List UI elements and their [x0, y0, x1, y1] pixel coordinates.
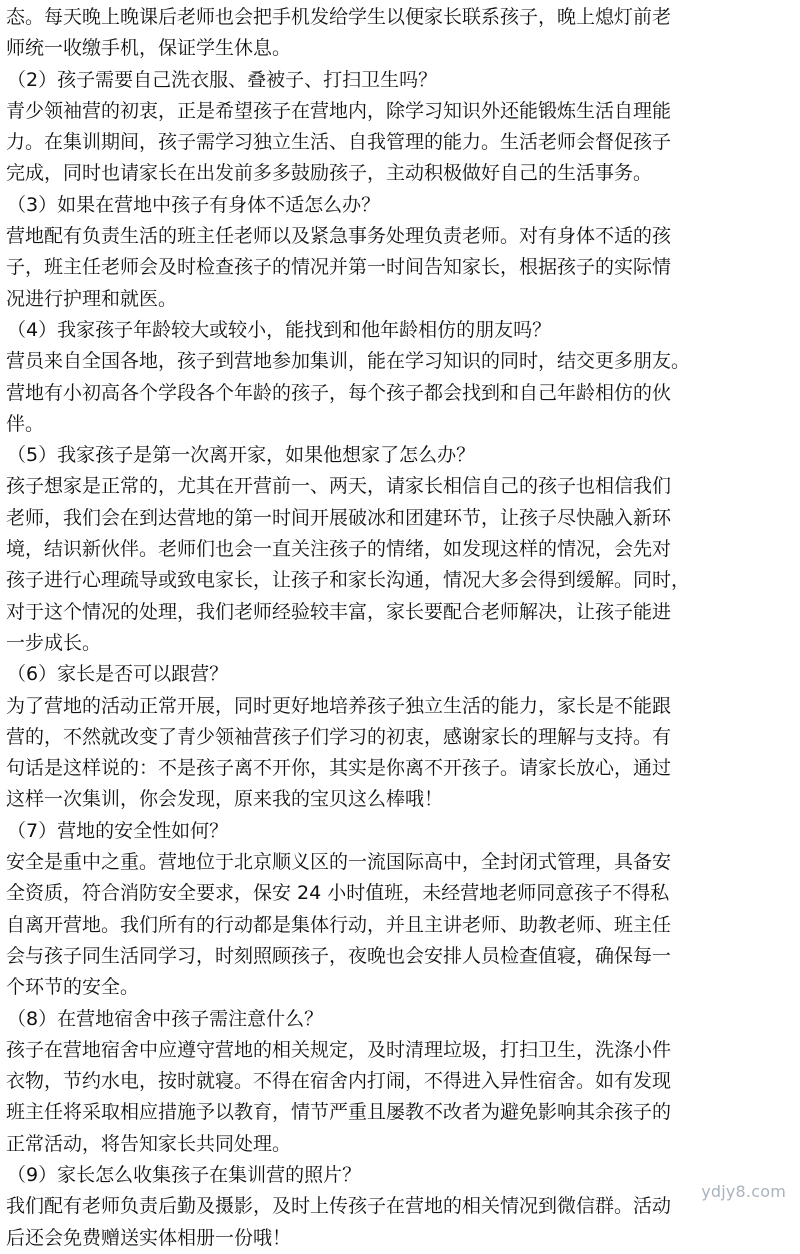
text-line-32: 个环节的安全。: [6, 976, 140, 999]
question-heading-9: （9）家长怎么收集孩子在集训营的照片？: [7, 1163, 362, 1186]
text-line-23: 为了营地的活动正常开展，同时更好地培养孩子独立生活的能力，家长是不能跟: [6, 694, 672, 717]
text-line-12: 营员来自全国各地，孩子到营地参加集训，能在学习知识的同时，结交更多朋友。: [6, 350, 691, 373]
text-line-36: 班主任将采取相应措施予以教育，情节严重且屡教不改者为避免影响其余孩子的: [6, 1101, 672, 1124]
text-line-14: 伴。: [6, 412, 45, 435]
question-heading-8: （8）在营地宿舍中孩子需注意什么？: [7, 1007, 324, 1030]
text-line-16: 孩子想家是正常的，尤其在开营前一、两天，请家长相信自己的孩子也相信我们: [6, 475, 672, 498]
text-line-1: 态。每天晚上晚课后老师也会把手机发给学生以便家长联系孩子，晚上熄灯前老: [6, 6, 672, 28]
text-line-37: 正常活动，将告知家长共同处理。: [6, 1132, 292, 1155]
text-line-21: 一步成长。: [6, 631, 102, 654]
text-line-28: 安全是重中之重。营地位于北京顺义区的一流国际高中，全封闭式管理，具备安: [6, 851, 672, 874]
text-line-8: 营地配有负责生活的班主任老师以及紧急事务处理负责老师。对有身体不适的孩: [6, 225, 672, 248]
question-heading-4: （4）我家孩子年龄较大或较小，能找到和他年龄相仿的朋友吗？: [7, 318, 552, 341]
text-line-9: 子，班主任老师会及时检查孩子的情况并第一时间告知家长，根据孩子的实际情: [6, 256, 672, 279]
text-line-40: 后还会免费赠送实体相册一份哦！: [6, 1226, 292, 1249]
text-line-35: 衣物，节约水电，按时就寝。不得在宿舍内打闹，不得进入异性宿舍。如有发现: [6, 1070, 672, 1093]
question-heading-6: （6）家长是否可以跟营？: [7, 663, 229, 686]
text-line-2: 师统一收缴手机，保证学生休息。: [6, 37, 292, 60]
question-heading-7: （7）营地的安全性如何？: [7, 819, 229, 842]
text-line-6: 完成，同时也请家长在出发前多多鼓励孩子，主动积极做好自己的生活事务。: [6, 162, 653, 185]
text-line-25: 句话是这样说的：不是孩子离不开你，其实是你离不开孩子。请家长放心，通过: [6, 757, 672, 780]
text-line-13: 营地有小初高各个学段各个年龄的孩子，每个孩子都会找到和自己年龄相仿的伙: [6, 381, 672, 404]
text-line-24: 营的，不然就改变了青少领袖营孩子们学习的初衷，感谢家长的理解与支持。有: [6, 725, 672, 748]
text-line-20: 对于这个情况的处理，我们老师经验较丰富，家长要配合老师解决，让孩子能进: [6, 600, 672, 623]
question-heading-3: （3）如果在营地中孩子有身体不适怎么办？: [7, 193, 381, 216]
text-line-19: 孩子进行心理疏导或致电家长，让孩子和家长沟通，情况大多会得到缓解。同时，: [6, 569, 691, 592]
text-line-31: 会与孩子同生活同学习，时刻照顾孩子，夜晚也会安排人员检查值寝，确保每一: [6, 944, 672, 967]
text-line-18: 境，结识新伙伴。老师们也会一直关注孩子的情绪，如发现这样的情况，会先对: [6, 538, 672, 561]
text-line-34: 孩子在营地宿舍中应遵守营地的相关规定，及时清理垃圾，打扫卫生，洗涤小件: [6, 1038, 672, 1061]
question-heading-2: （2）孩子需要自己洗衣服、叠被子、打扫卫生吗？: [7, 68, 438, 91]
text-line-10: 况进行护理和就医。: [6, 287, 178, 310]
text-line-29: 全资质，符合消防安全要求，保安 24 小时值班，未经营地老师同意孩子不得私: [6, 882, 670, 905]
site-watermark: ydjy8.com: [701, 1182, 786, 1201]
text-line-4: 青少领袖营的初衷，正是希望孩子在营地内，除学习知识外还能锻炼生活自理能: [6, 99, 672, 122]
text-line-26: 这样一次集训，你会发现，原来我的宝贝这么棒哦！: [6, 788, 444, 811]
text-line-17: 老师，我们会在到达营地的第一时间开展破冰和团建环节，让孩子尽快融入新环: [6, 506, 672, 529]
text-line-5: 力。在集训期间，孩子需学习独立生活、自我管理的能力。生活老师会督促孩子: [6, 131, 672, 154]
question-heading-5: （5）我家孩子是第一次离开家，如果他想家了怎么办？: [7, 444, 476, 467]
text-line-30: 自离开营地。我们所有的行动都是集体行动，并且主讲老师、助教老师、班主任: [6, 913, 672, 936]
text-line-39: 我们配有老师负责后勤及摄影，及时上传孩子在营地的相关情况到微信群。活动: [6, 1195, 672, 1218]
